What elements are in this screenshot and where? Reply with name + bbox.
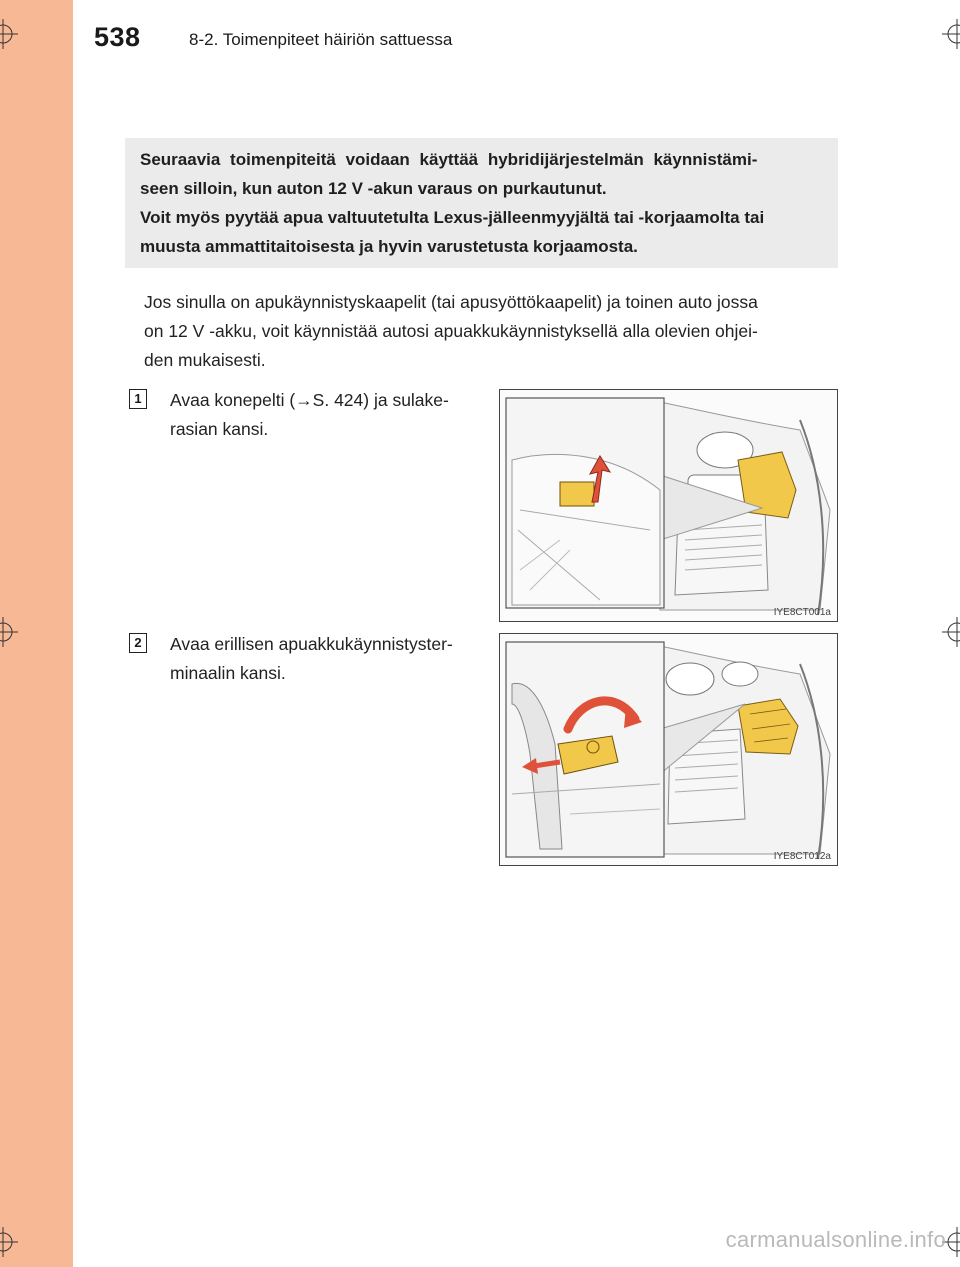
crop-mark-mid-right bbox=[942, 617, 960, 647]
step-1-text: Avaa konepelti (→S. 424) ja sulake- bbox=[170, 390, 449, 410]
intro-box bbox=[125, 138, 838, 268]
step-1-badge: 1 bbox=[129, 389, 147, 409]
section-title: 8-2. Toimenpiteet häiriön sattuessa bbox=[189, 30, 453, 49]
step-2-badge: 2 bbox=[129, 633, 147, 653]
step-1-text: rasian kansi. bbox=[170, 419, 269, 439]
page-number: 538 bbox=[94, 22, 141, 52]
body-line: Jos sinulla on apukäynnistyskaapelit (tai apusyöttökaapelit) ja toinen auto jossa bbox=[144, 292, 758, 312]
step-1-figure-code: IYE8CT001a bbox=[773, 607, 831, 618]
step-2-figure-code: IYE8CT012a bbox=[773, 851, 831, 862]
crop-mark-mid-left bbox=[0, 617, 18, 647]
crop-mark-bottom-left bbox=[0, 1227, 18, 1257]
step-2-text: minaalin kansi. bbox=[170, 663, 286, 683]
watermark: carmanualsonline.info bbox=[725, 1227, 946, 1252]
step-1-figure bbox=[499, 389, 838, 622]
crop-mark-top-right bbox=[942, 19, 960, 49]
intro-line: muusta ammattitaitoisesta ja hyvin varustetusta korjaamosta. bbox=[140, 237, 638, 256]
crop-mark-top-left bbox=[0, 19, 18, 49]
intro-line: Voit myös pyytää apua valtuutetulta Lexus-jälleenmyyjältä tai -korjaamolta tai bbox=[140, 208, 765, 227]
step-2-figure bbox=[499, 633, 838, 866]
jump-start-terminal-illustration bbox=[500, 634, 838, 866]
engine-bay-fuse-box-illustration bbox=[500, 390, 838, 622]
intro-line: Seuraavia toimenpiteitä voidaan käyttää hybridijärjestelmän käynnistämi- bbox=[140, 150, 758, 169]
intro-line: seen silloin, kun auton 12 V -akun varaus on purkautunut. bbox=[140, 179, 607, 198]
body-line: den mukaisesti. bbox=[144, 350, 266, 370]
body-line: on 12 V -akku, voit käynnistää autosi apuakkukäynnistyksellä alla olevien ohjei- bbox=[144, 321, 758, 341]
step-2-text: Avaa erillisen apuakkukäynnistyster- bbox=[170, 634, 453, 654]
